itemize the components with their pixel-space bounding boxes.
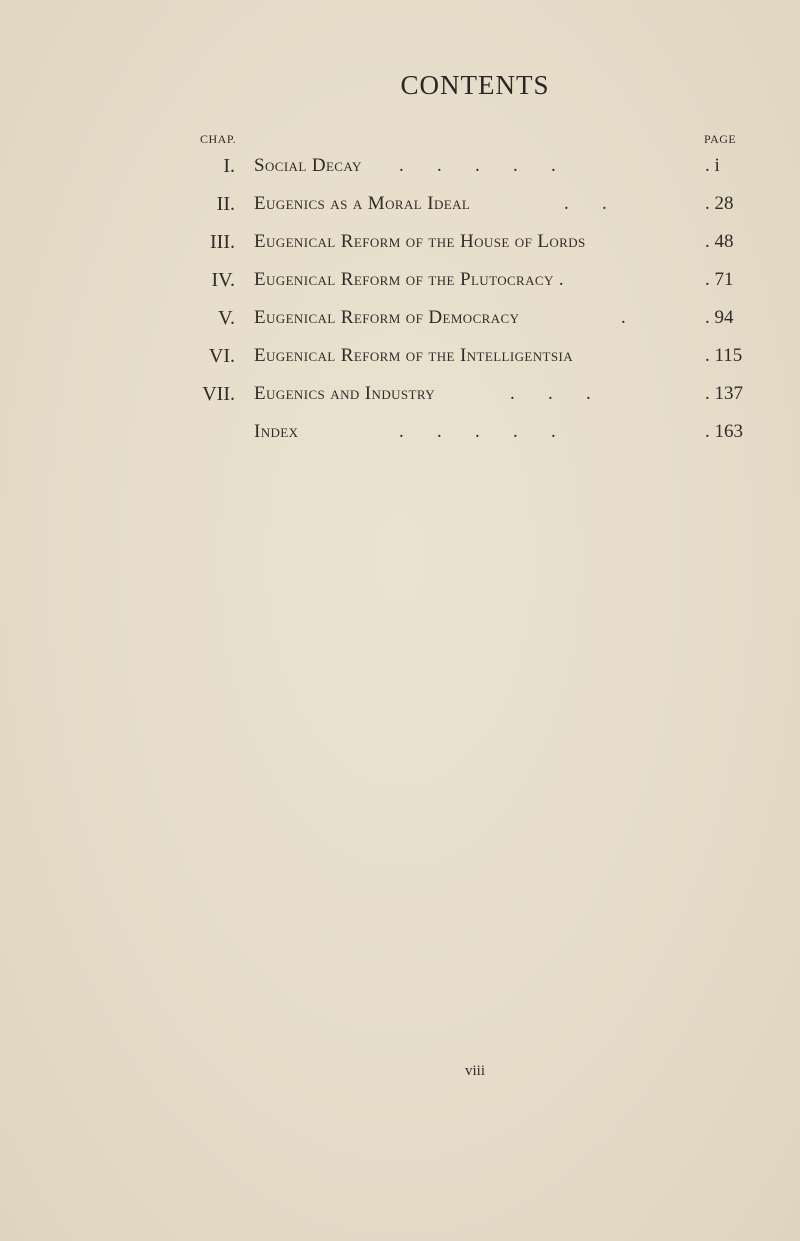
chapter-title: Eugenical Reform of the House of Lords — [254, 231, 586, 252]
page-number: . i — [705, 155, 720, 176]
page-column-header: PAGE — [704, 132, 737, 146]
page-number: . 137 — [705, 383, 743, 404]
chapter-title: Eugenical Reform of the Intelligentsia — [254, 345, 574, 366]
toc-entry — [0, 381, 800, 419]
chapter-number: II. — [216, 193, 235, 215]
chapter-title: Eugenics as a Moral Ideal — [254, 193, 471, 214]
page-number: . 71 — [705, 269, 734, 290]
toc-entry — [0, 229, 800, 267]
toc-entry — [0, 305, 800, 343]
dot-leader: . . . . . — [399, 155, 556, 176]
toc-entry — [0, 419, 800, 457]
toc-entry — [0, 343, 800, 381]
chapter-number: VI. — [208, 345, 235, 367]
toc-entry — [0, 153, 800, 191]
chapter-number: I. — [223, 155, 235, 177]
chapter-title: Social Decay — [254, 155, 362, 176]
chapter-number: V. — [218, 307, 235, 329]
table-of-contents — [0, 153, 800, 457]
dot-leader: . . . — [510, 383, 591, 404]
page-number: . 28 — [705, 193, 734, 214]
page-folio: viii — [464, 1063, 485, 1079]
chapter-title: Index — [254, 421, 299, 442]
dot-leader: . . . . . — [399, 421, 556, 442]
toc-entry — [0, 191, 800, 229]
chapter-title: Eugenical Reform of Democracy — [254, 307, 520, 328]
chapter-number: III. — [210, 231, 235, 253]
chapter-column-header: CHAP. — [200, 132, 237, 146]
page-number: . 94 — [705, 307, 734, 328]
chapter-number: VII. — [202, 383, 235, 405]
chapter-title: Eugenics and Industry — [254, 383, 436, 404]
dot-leader: . — [621, 307, 626, 328]
page-number: . 115 — [705, 345, 743, 366]
chapter-title: Eugenical Reform of the Plutocracy . — [254, 269, 565, 290]
page-number: . 48 — [705, 231, 734, 252]
page-number: . 163 — [705, 421, 743, 442]
chapter-number: IV. — [211, 269, 235, 291]
dot-leader: . . — [564, 193, 607, 214]
page-title: CONTENTS — [400, 70, 550, 100]
toc-entry — [0, 267, 800, 305]
